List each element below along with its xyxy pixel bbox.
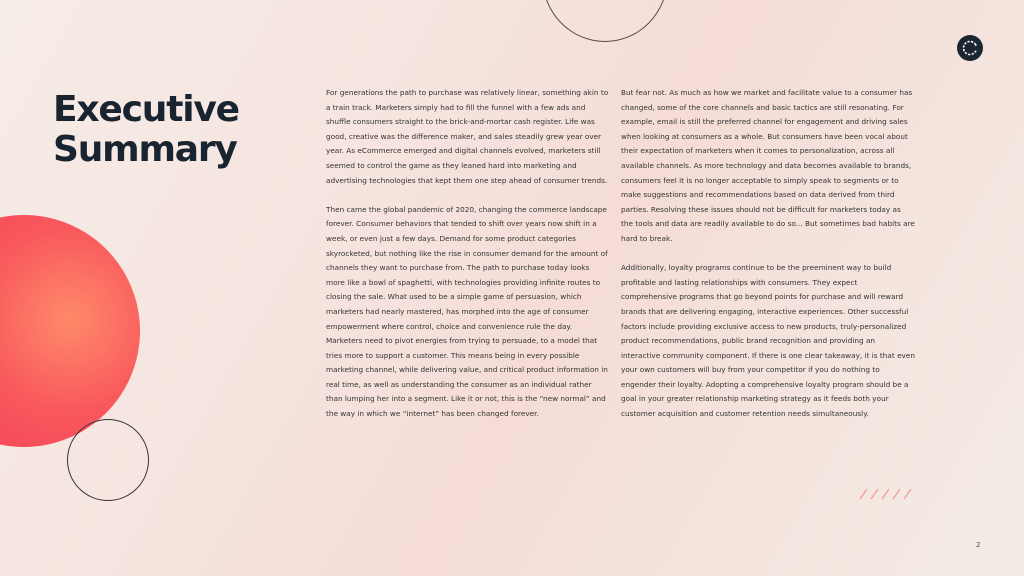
page-title xyxy=(53,90,283,170)
paragraph: For generations the path to purchase was relatively linear, something akin to a train track. Marketers simply had to fill the funnel with a few ads and shuffle consumers straight to the brick-and-mortar cash register. Life was good, creative was the difference maker, and sales steadily grew year over year. As eCommerce emerged and digital channels evolved, marketers still seemed to control the game as they leaned hard into marketing and advertising technologies that kept them one step ahead of consumer trends. xyxy=(326,88,609,185)
decorative-arc xyxy=(542,0,668,42)
diagonal-hatch-icon xyxy=(858,488,918,500)
paragraph: Additionally, loyalty programs continue to be the preeminent way to build profitable and lasting relationships with consumers. They expect comprehensive programs that go beyond points for purchase and will reward brands that are delivering engaging, interactive experiences. Other successful factors include providing exclusive access to new products, truly-personalized product recommendations, public brand recognition and providing an interactive community component. If there is one clear takeaway, it is that even your own customers will buy from your competitor if you do nothing to engender their loyalty. Adopting a comprehensive loyalty program should be a goal in your greater relationship marketing strategy as it feeds both your customer acquisition and customer retention needs simultaneously. xyxy=(621,263,915,419)
text-column-left xyxy=(326,86,610,436)
title-line-2: Summary xyxy=(53,129,237,170)
title-line-1: Executive xyxy=(53,89,239,130)
logo-icon xyxy=(957,35,983,61)
decorative-outline-circle xyxy=(67,419,149,501)
decorative-coral-circle xyxy=(0,215,140,447)
text-column-right xyxy=(621,86,915,436)
page-number: 2 xyxy=(976,541,981,549)
paragraph: But fear not. As much as how we market and facilitate value to a consumer has changed, some of the core channels and basic tactics are still resonating. For example, email is still the preferred channel for engagement and driving sales when looking at consumers as a whole. But consumers have been vocal about their expectation of marketers when it comes to personalization, across all available channels. As more technology and data becomes available to brands, consumers feel it is no longer acceptable to simply speak to segments or to make suggestions and recommendations based on data derived from third parties. Resolving these issues should not be difficult for marketers today as the tools and data are readily available to do so... But sometimes bad habits are hard to break. xyxy=(621,88,915,243)
paragraph: Then came the global pandemic of 2020, changing the commerce landscape forever. Consumer behaviors that tended to shift over years now shift in a week, or even just a few days. Demand for some product categories skyrocketed, but nothing like the rise in consumer demand for the amount of channels they want to purchase from. The path to purchase today looks more like a bowl of spaghetti, with technologies providing infinite routes to closing the sale. What used to be a simple game of persuasion, which marketers had nearly mastered, has morphed into the age of consumer empowerment where control, choice and convenience rule the day. Marketers need to pivot energies from trying to persuade, to a model that tries more to support a customer. This means being in every possible marketing channel, while delivering value, and critical product information in real time, as well as understanding the consumer as an individual rather than lumping her into a segment. Like it or not, this is the “new normal” and the way in which we “internet” has been changed forever. xyxy=(326,204,608,419)
